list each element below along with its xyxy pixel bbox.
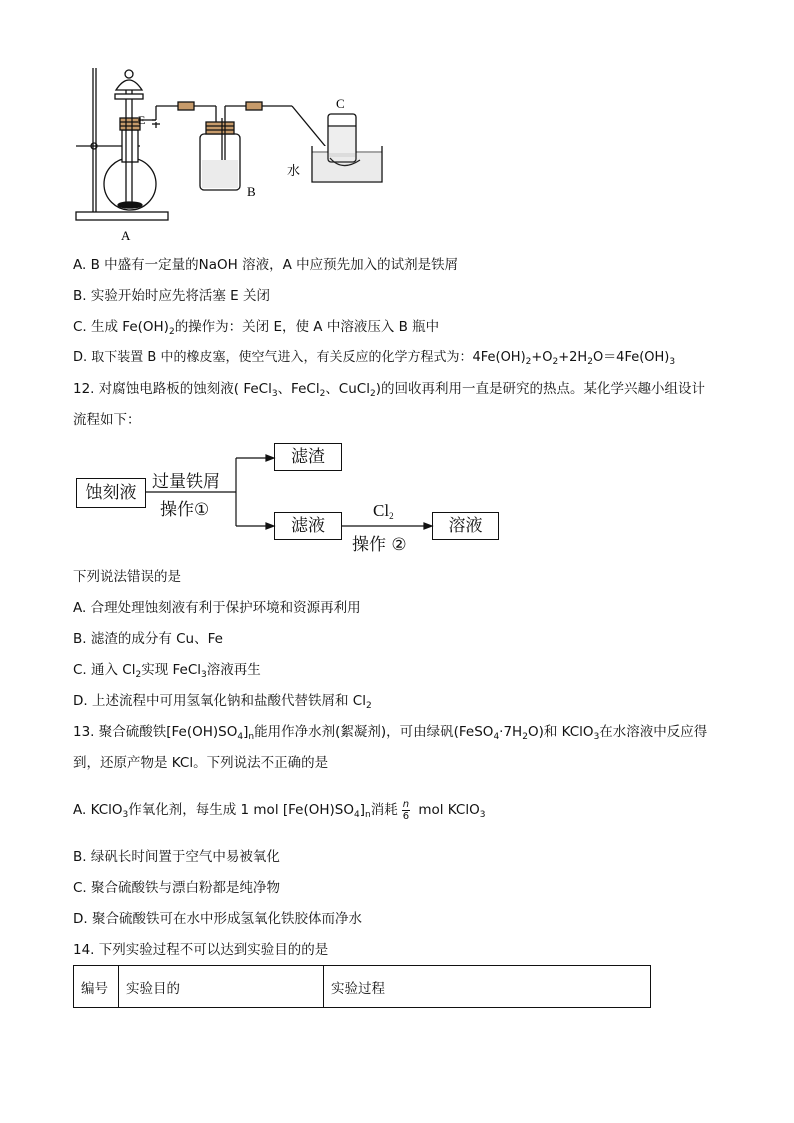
fraction-n-over-6: $\frac{n}{6}$ <box>402 798 410 822</box>
flow-box-residue: 滤渣 <box>274 443 342 471</box>
q13-option-a: A. KClO$_3$作氧化剂，每生成 1 mol $[Fe(OH)SO_4]_n$消耗 $\frac{n}{6}$ mol KClO$_3$ <box>73 798 486 822</box>
q13-option-b: B. 绿矾长时间置于空气中易被氧化 <box>73 849 280 865</box>
flow-box-filtrate: 滤液 <box>274 512 342 540</box>
flow-operation-1: 操作① <box>160 500 210 520</box>
apparatus-diagram <box>60 60 390 250</box>
q11-option-b: B. 实验开始时应先将活塞 E 关闭 <box>73 288 270 304</box>
q14-stem: 14. 下列实验过程不可以达到实验目的的是 <box>73 942 329 958</box>
flow-operation-2: 操作 ② <box>352 535 407 555</box>
q11-option-c: C. 生成 $Fe(OH)_2$的操作为：关闭 E，使 A 中溶液压入 B 瓶中 <box>73 319 440 337</box>
q13-stem-line1: 13. 聚合硫酸铁$[Fe(OH)SO_4]_n$能用作净水剂(絮凝剂)，可由绿矾$(FeSO_4\cdot 7H_2O)$和 KClO$_3$在水溶液中反应得 <box>73 724 708 742</box>
table-header-row <box>74 966 651 1008</box>
flow-reagent-cl2: $Cl_2$ <box>373 501 394 521</box>
flow-arrows <box>140 450 440 540</box>
q12-question: 下列说法错误的是 <box>73 569 181 585</box>
flow-reagent-iron: 过量铁屑 <box>152 472 220 492</box>
q11-option-d: D. 取下装置 B 中的橡皮塞，使空气进入，有关反应的化学方程式为：$4Fe(OH)_2+O_2+2H_2O=4Fe(OH)_3$ <box>73 350 676 367</box>
q13-stem-line2: 到，还原产物是 KCl。下列说法不正确的是 <box>73 755 329 771</box>
label-e: E <box>138 113 146 127</box>
header-number: 编号 <box>74 966 119 1008</box>
label-b: B <box>247 184 256 199</box>
q12-option-c: C. 通入 $Cl_2$实现 FeCl$_3$溶液再生 <box>73 662 261 680</box>
q12-stem-line2: 流程如下： <box>73 412 141 428</box>
q12-option-b: B. 滤渣的成分有 Cu、Fe <box>73 631 223 647</box>
q12-option-d: D. 上述流程中可用氢氧化钠和盐酸代替铁屑和 $Cl_2$ <box>73 693 372 711</box>
flow-box-etching-solution: 蚀刻液 <box>76 478 146 508</box>
header-procedure: 实验过程 <box>324 966 651 1008</box>
label-water: 水 <box>287 164 301 179</box>
header-purpose: 实验目的 <box>119 966 324 1008</box>
label-a: A <box>121 228 131 243</box>
q12-option-a: A. 合理处理蚀刻液有利于保护环境和资源再利用 <box>73 600 361 616</box>
q14-table <box>73 965 651 1008</box>
q13-option-c: C. 聚合硫酸铁与漂白粉都是纯净物 <box>73 880 281 896</box>
q13-option-d: D. 聚合硫酸铁可在水中形成氢氧化铁胶体而净水 <box>73 911 362 927</box>
q12-stem-line1: 12. 对腐蚀电路板的蚀刻液( FeCl$_3$、FeCl$_2$、CuCl$_2$)的回收再利用一直是研究的热点。某化学兴趣小组设计 <box>73 381 705 399</box>
q11-option-a: A. B 中盛有一定量的NaOH 溶液，A 中应预先加入的试剂是铁屑 <box>73 257 459 273</box>
label-c: C <box>336 96 345 111</box>
flow-box-solution: 溶液 <box>432 512 499 540</box>
